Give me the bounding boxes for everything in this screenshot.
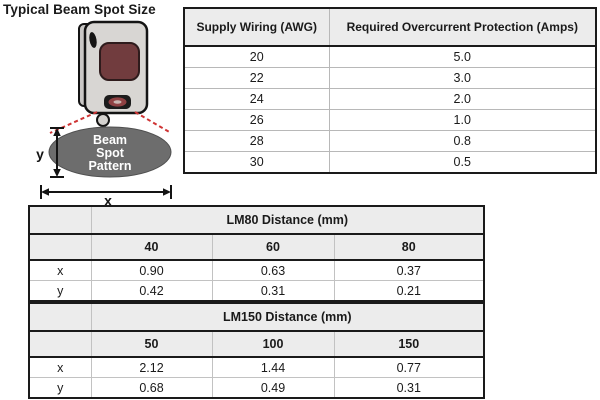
amps-value: 0.5 — [329, 152, 596, 174]
spot-size-value: 0.21 — [334, 281, 484, 302]
spot-size-value: 0.31 — [334, 378, 484, 399]
amps-value: 5.0 — [329, 46, 596, 68]
distance-column-header: 60 — [212, 234, 334, 260]
spot-size-value: 0.77 — [334, 357, 484, 378]
wiring-row — [184, 68, 596, 89]
row-label: x — [29, 260, 91, 281]
spot-size-value: 0.63 — [212, 260, 334, 281]
lm150-title: LM150 Distance (mm) — [91, 303, 484, 331]
distance-column-header: 100 — [212, 331, 334, 357]
lm150-header-row — [29, 331, 484, 357]
y-arrowhead-top — [53, 128, 61, 136]
x-arrowhead-right — [163, 188, 171, 196]
page-title: Typical Beam Spot Size — [3, 2, 156, 17]
spot-size-value: 0.31 — [212, 281, 334, 302]
beam-spot-illustration — [18, 14, 193, 206]
lm150-x-row — [29, 357, 484, 378]
sensor-lens — [100, 43, 139, 80]
spot-size-value: 0.42 — [91, 281, 212, 302]
distance-column-header: 40 — [91, 234, 212, 260]
corner-cell — [29, 234, 91, 260]
y-arrowhead-bottom — [53, 169, 61, 177]
wiring-col1-header: Supply Wiring (AWG) — [184, 8, 329, 46]
row-label: y — [57, 283, 64, 298]
distance-column-header: 80 — [334, 234, 484, 260]
wiring-col2-header: Required Overcurrent Protection (Amps) — [329, 8, 596, 46]
awg-value: 20 — [184, 46, 329, 68]
beam-spot-label-line2: Spot — [96, 146, 124, 160]
lm80-y-row — [29, 281, 484, 302]
wiring-row — [184, 152, 596, 174]
corner-cell — [29, 331, 91, 357]
amps-value: 1.0 — [329, 110, 596, 131]
indicator-led-slit — [114, 100, 122, 103]
x-dimension-label: x — [104, 192, 112, 206]
row-label: x — [29, 357, 91, 378]
awg-value: 30 — [249, 155, 264, 169]
row-label: y — [57, 380, 64, 395]
wiring-row — [184, 46, 596, 68]
beam-spot-label-line3: Pattern — [88, 159, 132, 173]
wiring-table — [183, 7, 597, 174]
lm80-x-row — [29, 260, 484, 281]
amps-value: 2.0 — [329, 89, 596, 110]
lm80-title: LM80 Distance (mm) — [91, 206, 484, 234]
spot-size-value: 1.44 — [212, 357, 334, 378]
emitter-dome — [97, 114, 109, 126]
beam-spot-label-line1: Beam — [92, 133, 128, 147]
x-arrowhead-left — [41, 188, 49, 196]
spot-size-value: 0.49 — [212, 378, 334, 399]
awg-value: 28 — [184, 131, 329, 152]
wiring-row — [184, 131, 596, 152]
wiring-row — [184, 89, 596, 110]
corner-cell — [29, 303, 91, 331]
lm150-y-row — [29, 378, 484, 399]
awg-value: 22 — [184, 68, 329, 89]
lm150-title-row — [29, 303, 484, 331]
awg-value: 26 — [184, 110, 329, 131]
amps-value: 0.8 — [329, 131, 596, 152]
lm80-title-row — [29, 206, 484, 234]
lm80-table — [28, 205, 485, 302]
spot-size-value: 0.90 — [91, 260, 212, 281]
distance-column-header: 50 — [91, 331, 212, 357]
amps-value: 3.0 — [329, 68, 596, 89]
spot-size-value: 2.12 — [91, 357, 212, 378]
lm80-header-row — [29, 234, 484, 260]
spot-size-value: 0.37 — [334, 260, 484, 281]
lm150-table — [28, 302, 485, 399]
awg-value: 24 — [184, 89, 329, 110]
spot-size-value: 0.68 — [91, 378, 212, 399]
wiring-row — [184, 110, 596, 131]
corner-cell — [29, 206, 91, 234]
y-dimension-label: y — [36, 146, 44, 162]
distance-column-header: 150 — [334, 331, 484, 357]
wiring-header-row — [184, 8, 596, 46]
